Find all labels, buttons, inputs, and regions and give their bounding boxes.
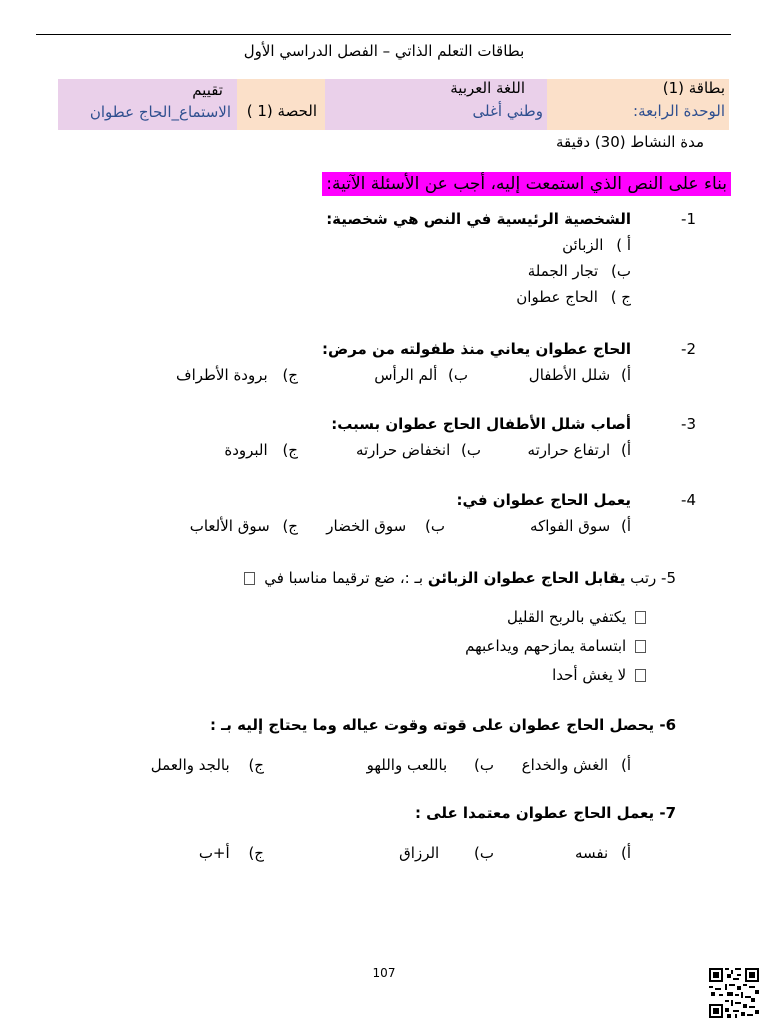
option-text: سوق الألعاب	[189, 517, 270, 535]
option-text: الحاج عطوان	[516, 288, 598, 306]
q6-option-a[interactable]	[522, 756, 631, 774]
q5-prefix: 5- رتب	[630, 569, 676, 587]
q1-option-b[interactable]	[528, 262, 631, 280]
qr-code-icon	[709, 968, 759, 1018]
option-label: ج)	[282, 517, 298, 535]
q4-option-b[interactable]	[326, 517, 445, 535]
q5-suffix: بـ :، ضع ترقيما مناسبا في	[264, 569, 424, 587]
q4-option-c[interactable]	[190, 517, 298, 535]
q5-item[interactable]	[465, 637, 650, 655]
q1-option-a[interactable]	[562, 236, 631, 254]
q3-text: أصاب شلل الأطفال الحاج عطوان بسبب:	[331, 415, 631, 433]
page-number: 107	[372, 966, 396, 980]
option-label: أ)	[620, 756, 631, 774]
q6-option-c[interactable]	[151, 756, 264, 774]
q5-bold: يقابل الحاج عطوان الزبائن	[427, 569, 626, 587]
option-text: انخفاض حرارته	[355, 441, 451, 459]
q5-item-text: يكتفي بالربح القليل	[506, 608, 627, 626]
q1-text: الشخصية الرئيسية في النص هي شخصية:	[326, 210, 631, 228]
q2-option-a[interactable]	[529, 366, 631, 384]
option-text: سوق الفواكه	[530, 517, 611, 535]
option-label: ج )	[610, 288, 631, 306]
option-label: ب)	[461, 441, 481, 459]
option-label: ب)	[611, 262, 631, 280]
option-label: ج)	[248, 756, 264, 774]
q2-text: الحاج عطوان يعاني منذ طفولته من مرض:	[322, 340, 631, 358]
option-label: أ )	[616, 236, 631, 254]
option-text: تجار الجملة	[527, 262, 599, 280]
subject-label: اللغة العربية	[450, 79, 525, 97]
q3-option-a[interactable]	[528, 441, 631, 459]
option-text: ألم الرأس	[374, 366, 438, 384]
option-text: باللعب واللهو	[366, 756, 448, 774]
option-label: أ)	[620, 366, 631, 384]
info-cell-lesson	[237, 79, 325, 130]
q7-option-c[interactable]	[199, 844, 264, 862]
checkbox-icon[interactable]	[635, 611, 646, 624]
option-text: سوق الخضار	[326, 517, 407, 535]
option-text: الرزاق	[399, 844, 440, 862]
option-text: ارتفاع حرارته	[527, 441, 611, 459]
unit-label: الوحدة الرابعة:	[633, 102, 725, 120]
unit-name: وطني أغلى	[472, 102, 543, 120]
option-text: برودة الأطراف	[176, 366, 268, 384]
option-label: ب)	[474, 756, 494, 774]
option-text: الغش والخداع	[521, 756, 609, 774]
card-label: بطاقة (1)	[662, 79, 725, 97]
q4-option-a[interactable]	[530, 517, 631, 535]
page-header-title: بطاقات التعلم الذاتي – الفصل الدراسي الأول	[243, 42, 525, 60]
option-label: ج)	[282, 441, 298, 459]
info-cell-card	[547, 79, 729, 130]
checkbox-icon	[244, 572, 255, 585]
q1-option-c[interactable]	[516, 288, 631, 306]
option-label: أ)	[620, 844, 631, 862]
info-cell-subject	[325, 79, 547, 130]
option-label: ج)	[282, 366, 298, 384]
option-label: أ)	[620, 441, 631, 459]
q5-item-text: ابتسامة يمازحهم ويداعبهم	[465, 637, 627, 655]
option-text: البرودة	[224, 441, 268, 459]
q7-option-b[interactable]	[399, 844, 494, 862]
instruction-banner: بناء على النص الذي استمعت إليه، أجب عن الأسئلة الآتية:	[322, 172, 731, 196]
q5-item[interactable]	[507, 608, 650, 626]
q5-item-text: لا يغش أحدا	[552, 666, 627, 684]
q6-option-b[interactable]	[367, 756, 494, 774]
top-rule	[36, 34, 731, 35]
option-text: بالجد والعمل	[150, 756, 230, 774]
q3-option-c[interactable]	[224, 441, 298, 459]
option-label: أ)	[620, 517, 631, 535]
topic-label: الاستماع_الحاج عطوان	[89, 103, 231, 121]
option-text: الزبائن	[562, 236, 604, 254]
q7-text: 7- يعمل الحاج عطوان معتمدا على :	[414, 804, 676, 822]
q2-option-b[interactable]	[374, 366, 468, 384]
q7-option-a[interactable]	[575, 844, 631, 862]
checkbox-icon[interactable]	[635, 669, 646, 682]
info-cell-topic	[58, 79, 237, 130]
q2-number: -2	[681, 340, 696, 358]
q6-text: 6- يحصل الحاج عطوان على قوته وقوت عياله وما يحتاج إليه بـ :	[209, 716, 676, 734]
option-label: ج)	[248, 844, 264, 862]
q2-option-c[interactable]	[176, 366, 298, 384]
lesson-label: الحصة (1 )	[246, 102, 317, 120]
assessment-label: تقييم	[192, 81, 223, 99]
option-label: ب)	[474, 844, 494, 862]
q4-text: يعمل الحاج عطوان في:	[456, 491, 631, 509]
q5-item[interactable]	[552, 666, 650, 684]
option-label: ب)	[448, 366, 468, 384]
q5-text	[240, 569, 676, 587]
option-text: شلل الأطفال	[528, 366, 611, 384]
option-text: أ+ب	[198, 844, 230, 862]
q1-number: -1	[681, 210, 696, 228]
checkbox-icon[interactable]	[635, 640, 646, 653]
option-text: نفسه	[575, 844, 609, 862]
option-label: ب)	[425, 517, 445, 535]
q3-number: -3	[681, 415, 696, 433]
activity-duration: مدة النشاط (30) دقيقة	[556, 133, 704, 151]
q4-number: -4	[681, 491, 696, 509]
q3-option-b[interactable]	[356, 441, 481, 459]
